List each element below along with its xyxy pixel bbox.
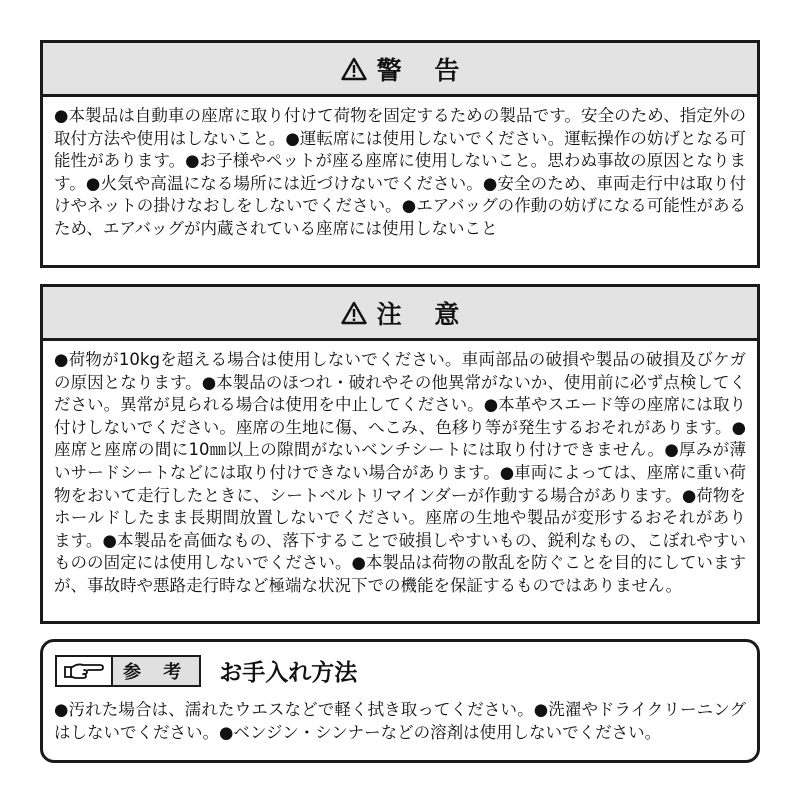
warning-text: ●本製品は自動車の座席に取り付けて荷物を固定するための製品です。安全のため、指定外の取付方法や使用はしないこと。●運転席には使用しないでください。運転操作の妨げとなる可能性があります。●お子様やペットが座る座席に使用しないこと。思わぬ事故の原因となります。●火気や高温になる場所には近づけないでください。●安全のため、車両走行中は取り付けやネットの掛けなおしをしないでください。●エアバッグの作動の妨げになる可能性があるため、エアバッグが内蔵されている座席には使用しないこと: [54, 106, 746, 238]
caution-header: [43, 287, 757, 341]
warning-title: 警 告: [376, 55, 472, 85]
caution-box: [40, 284, 760, 624]
reference-header: [43, 642, 757, 687]
caution-triangle-icon: [341, 301, 367, 325]
caution-text: ●荷物が10kgを超える場合は使用しないでください。車両部品の破損や製品の破損及びケガの原因となります。●本製品のほつれ・破れやその他異常がないか、使用前に必ず点検してください。異常が見られる場合は使用を中止してください。●本革やスエード等の座席には取り付けしないでください。座席の生地に傷、へこみ、色移り等が発生するおそれがあります。●座席と座席の間に10㎜以上の隙間がないベンチシートには取り付けできません。●厚みが薄いサードシートなどには取り付けできない場合があります。●車両によっては、座席に重い荷物をおいて走行したときに、シートベルトリマインダーが作動する場合があります。●荷物をホールドしたまま長期間放置しないでください。座席の生地や製品が変形するおそれがあります。●本製品を高価なもの、落下することで破損しやすいもの、鋭利なもの、こぼれやすいものの固定には使用しないでください。●本製品は荷物の散乱を防ぐことを目的にしていますが、事故時や悪路走行時など極端な状況下での機能を保証するものではありません。: [54, 350, 746, 595]
warning-triangle-icon: [341, 57, 367, 81]
caution-title: 注 意: [376, 299, 472, 329]
pointing-hand-icon: [57, 657, 113, 685]
reference-badge: [55, 655, 201, 687]
reference-text: ●汚れた場合は、濡れたウエスなどで軽く拭き取ってください。●洗濯やドライクリーニングはしないでください。●ベンジン・シンナーなどの溶剤は使用しないでください。: [54, 700, 746, 742]
reference-label: 参 考: [113, 657, 199, 685]
warning-header: [43, 43, 757, 97]
reference-title: お手入れ方法: [219, 660, 358, 686]
reference-box: [40, 639, 760, 763]
warning-box: [40, 40, 760, 268]
